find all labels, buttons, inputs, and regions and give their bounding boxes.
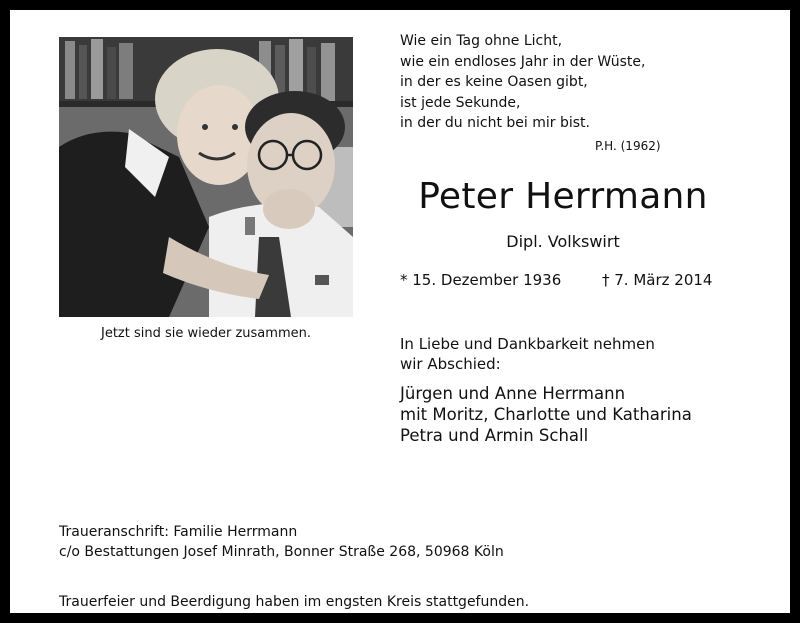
photo-caption: Jetzt sind sie wieder zusammen. [101, 326, 311, 341]
farewell-line: wir Abschied: [400, 355, 501, 373]
portrait-photo [59, 37, 353, 317]
deceased-title: Dipl. Volkswirt [506, 232, 620, 251]
poem-author: P.H. (1962) [595, 139, 661, 153]
deceased-name: Peter Herrmann [418, 176, 708, 217]
poem-line: ist jede Sekunde, [400, 94, 521, 111]
death-date: † 7. März 2014 [602, 271, 713, 289]
birth-date: * 15. Dezember 1936 [400, 271, 562, 289]
poem-line: in der du nicht bei mir bist. [400, 115, 590, 131]
address-line: c/o Bestattungen Josef Minrath, Bonner Straße 268, 50968 Köln [59, 544, 504, 560]
poem-line: wie ein endloses Jahr in der Wüste, [400, 53, 646, 70]
mourner-line: Petra und Armin Schall [400, 426, 589, 445]
photo-illustration [59, 37, 353, 317]
mourning-address [59, 522, 759, 562]
poem [400, 31, 680, 134]
mourner-line: mit Moritz, Charlotte und Katharina [400, 405, 692, 424]
ceremony-note: Trauerfeier und Beerdigung haben im engsten Kreis stattgefunden. [59, 594, 530, 610]
farewell-line: In Liebe und Dankbarkeit nehmen [400, 335, 655, 353]
poem-line: Wie ein Tag ohne Licht, [400, 33, 563, 49]
mourner-line: Jürgen und Anne Herrmann [400, 384, 626, 403]
address-line: Traueranschrift: Familie Herrmann [59, 524, 298, 540]
farewell-text [400, 334, 740, 374]
mourners-list [400, 383, 780, 446]
poem-line: in der es keine Oasen gibt, [400, 74, 588, 90]
